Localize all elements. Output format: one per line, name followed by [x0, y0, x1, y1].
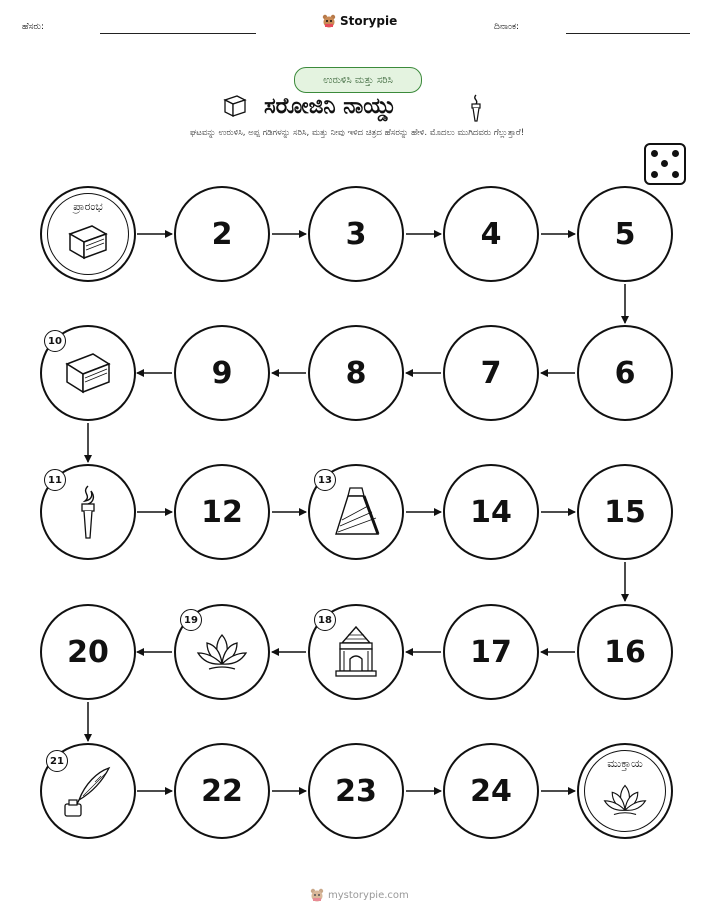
board-space-15[interactable]: 15: [577, 464, 673, 560]
brand-name: Storypie: [340, 14, 398, 28]
torch-icon: [76, 484, 100, 540]
board-space-8[interactable]: 8: [308, 325, 404, 421]
board-space-6[interactable]: 6: [577, 325, 673, 421]
space-number-badge: 18: [314, 609, 336, 631]
finish-space[interactable]: [577, 743, 673, 839]
space-number-badge: 10: [44, 330, 66, 352]
bear-logo-icon: [310, 888, 324, 902]
saree-icon: [328, 484, 384, 540]
space-number-badge: 11: [44, 469, 66, 491]
finish-label: ಮುಕ್ತಾಯ: [607, 757, 643, 770]
board-space-4[interactable]: 4: [443, 186, 539, 282]
space-number-badge: 19: [180, 609, 202, 631]
book-icon: [66, 222, 110, 262]
board-space-12[interactable]: 12: [174, 464, 270, 560]
board-space-23[interactable]: 23: [308, 743, 404, 839]
board-space-5[interactable]: 5: [577, 186, 673, 282]
board-space-22[interactable]: 22: [174, 743, 270, 839]
space-number-badge: 13: [314, 469, 336, 491]
board-space-24[interactable]: 24: [443, 743, 539, 839]
date-label: ದಿನಾಂಕ:: [494, 22, 520, 32]
board-space-9[interactable]: 9: [174, 325, 270, 421]
lotus-icon: [195, 631, 249, 673]
temple-icon: [330, 625, 382, 679]
instructions: ಘಟವನ್ನು ಉರುಳಿಸಿ, ಅಪ್ಪ ಗಡಿಗಳನ್ನು ಸರಿಸಿ, ಮತ್ತು ನೀವು ಇಳಿದ ಚಿತ್ರದ ಹೆಸರನ್ನು ಹೇಳಿ. ಮೊದಲು ಮುಗಿದವರು ಗೆಲ್ಲುತ್ತಾರೆ!: [189, 128, 525, 138]
start-space[interactable]: [40, 186, 136, 282]
space-number-badge: 21: [46, 750, 68, 772]
board-space-2[interactable]: 2: [174, 186, 270, 282]
game-type-badge: ಉರುಳಿಸಿ ಮತ್ತು ಸರಿಸಿ: [294, 67, 422, 93]
page-title: ಸರೋಜಿನಿ ನಾಯ್ಡು: [264, 94, 397, 119]
footer: [310, 888, 409, 902]
lotus-icon: [602, 782, 648, 818]
board-space-17[interactable]: 17: [443, 604, 539, 700]
board-space-7[interactable]: 7: [443, 325, 539, 421]
board-space-16[interactable]: 16: [577, 604, 673, 700]
board-space-14[interactable]: 14: [443, 464, 539, 560]
board-space-3[interactable]: 3: [308, 186, 404, 282]
book-icon: [63, 350, 113, 396]
start-label: ಪ್ರಾರಂಭ: [73, 200, 103, 213]
quill-ink-icon: [61, 764, 115, 818]
footer-site-link[interactable]: mystorypie.com: [328, 889, 409, 901]
board-space-20[interactable]: 20: [40, 604, 136, 700]
name-label: ಹೆಸರು:: [22, 22, 45, 32]
